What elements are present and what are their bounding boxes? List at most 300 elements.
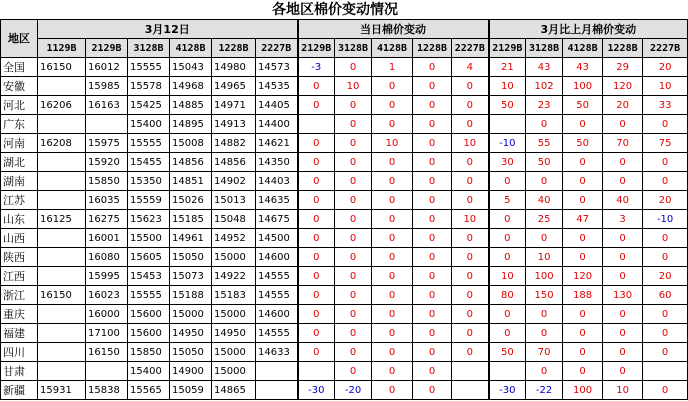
price-cell: 15185 [170, 210, 212, 229]
price-cell: 14633 [256, 343, 298, 362]
daily-change-cell: 0 [372, 191, 413, 210]
price-cell: 15453 [128, 267, 170, 286]
daily-change-cell: 0 [452, 267, 489, 286]
price-cell: 16080 [86, 248, 128, 267]
price-cell: 17100 [86, 324, 128, 343]
price-cell: 16275 [86, 210, 128, 229]
monthly-change-cell: 0 [526, 229, 563, 248]
price-cell: 14965 [212, 77, 256, 96]
daily-change-cell: 0 [413, 286, 452, 305]
monthly-change-cell: 0 [526, 362, 563, 381]
price-cell: 15183 [212, 286, 256, 305]
price-cell: 14405 [256, 96, 298, 115]
daily-change-cell: 0 [452, 229, 489, 248]
monthly-change-cell: 40 [526, 191, 563, 210]
price-cell: 15008 [170, 134, 212, 153]
monthly-change-cell: 50 [489, 343, 526, 362]
region-cell: 江西 [1, 267, 38, 286]
price-cell: 14971 [212, 96, 256, 115]
monthly-change-cell: 130 [603, 286, 643, 305]
table-row [1, 153, 688, 172]
table-row [1, 134, 688, 153]
daily-change-cell: 0 [335, 286, 372, 305]
region-cell: 河北 [1, 96, 38, 115]
price-cell: 14900 [170, 362, 212, 381]
daily-change-cell: 0 [298, 229, 335, 248]
price-cell: 14902 [212, 172, 256, 191]
price-cell: 16150 [86, 343, 128, 362]
monthly-change-cell: 30 [489, 153, 526, 172]
price-cell: 16012 [86, 58, 128, 77]
daily-change-cell: 0 [335, 172, 372, 191]
price-cell [38, 248, 86, 267]
price-col-header: 4128B [170, 39, 212, 58]
price-cell [256, 381, 298, 400]
group-daily-header: 当日棉价变动 [298, 20, 489, 39]
monthly-change-cell: 0 [563, 248, 603, 267]
price-cell: 15026 [170, 191, 212, 210]
price-cell: 14950 [212, 324, 256, 343]
monthly-change-cell: 100 [526, 267, 563, 286]
daily-change-cell: 0 [298, 286, 335, 305]
price-cell: 15425 [128, 96, 170, 115]
daily-change-cell: 0 [413, 96, 452, 115]
daily-change-cell: 0 [335, 362, 372, 381]
monthly-change-cell: 0 [603, 153, 643, 172]
monthly-change-cell: 0 [603, 172, 643, 191]
daily-change-cell: 0 [298, 210, 335, 229]
monthly-change-cell: 0 [603, 229, 643, 248]
daily-change-cell: 0 [298, 191, 335, 210]
daily-change-cell: 0 [335, 210, 372, 229]
price-cell: 14865 [212, 381, 256, 400]
monthly-change-cell: 70 [526, 343, 563, 362]
price-cell: 14555 [256, 286, 298, 305]
region-cell: 河南 [1, 134, 38, 153]
monthly-change-cell: 0 [563, 172, 603, 191]
daily-change-cell: 0 [335, 96, 372, 115]
monthly-change-cell: 20 [643, 191, 688, 210]
price-cell: 14555 [256, 267, 298, 286]
group-monthly-header: 3月比上月棉价变动 [489, 20, 688, 39]
price-cell: 15043 [170, 58, 212, 77]
region-cell: 全国 [1, 58, 38, 77]
daily-change-cell: 0 [452, 286, 489, 305]
daily-change-cell: 0 [298, 248, 335, 267]
monthly-change-cell: 120 [563, 267, 603, 286]
daily-change-cell [298, 362, 335, 381]
monthly-change-cell: 0 [563, 343, 603, 362]
daily-change-cell: 0 [298, 305, 335, 324]
monthly-change-cell: 0 [603, 324, 643, 343]
daily-change-cell: 0 [452, 77, 489, 96]
daily-change-cell: 0 [298, 77, 335, 96]
price-cell: 15559 [128, 191, 170, 210]
table-row [1, 343, 688, 362]
daily-change-cell: 0 [452, 248, 489, 267]
daily-change-cell: 0 [298, 324, 335, 343]
daily-change-cell: 0 [372, 172, 413, 191]
price-cell: 15400 [128, 362, 170, 381]
price-cell: 15600 [128, 305, 170, 324]
monthly-change-cell: 10 [489, 267, 526, 286]
price-cell: 15565 [128, 381, 170, 400]
price-cell: 15555 [128, 286, 170, 305]
price-cell [38, 153, 86, 172]
monthly-change-cell: 188 [563, 286, 603, 305]
daily-change-cell: 0 [413, 191, 452, 210]
monthly-change-cell: -10 [489, 134, 526, 153]
monthly-change-cell: 50 [563, 134, 603, 153]
monthly-change-cell: 0 [643, 305, 688, 324]
monthly-change-cell: 0 [643, 381, 688, 400]
table-row [1, 286, 688, 305]
price-cell: 14400 [256, 115, 298, 134]
monthly-change-cell: 120 [603, 77, 643, 96]
price-cell: 15555 [128, 58, 170, 77]
price-cell: 15013 [212, 191, 256, 210]
table-row [1, 77, 688, 96]
daily-change-cell: 0 [335, 153, 372, 172]
daily-change-cell: 0 [372, 77, 413, 96]
region-cell: 甘肃 [1, 362, 38, 381]
monthly-change-cell: 100 [563, 77, 603, 96]
daily-change-cell: 0 [413, 267, 452, 286]
monthly-change-cell: 0 [563, 115, 603, 134]
region-cell: 福建 [1, 324, 38, 343]
monthly-change-cell: 0 [643, 324, 688, 343]
price-cell: 14600 [256, 248, 298, 267]
daily-change-cell: 0 [413, 305, 452, 324]
price-cell [86, 362, 128, 381]
daily-change-cell: 0 [372, 153, 413, 172]
monthly-change-cell: 33 [643, 96, 688, 115]
price-cell: 15073 [170, 267, 212, 286]
price-cell: 14675 [256, 210, 298, 229]
price-cell [38, 191, 86, 210]
table-row [1, 58, 688, 77]
daily-change-cell: 0 [372, 362, 413, 381]
daily-change-cell: 10 [452, 210, 489, 229]
price-cell: 14950 [170, 324, 212, 343]
daily-change-cell: 0 [335, 267, 372, 286]
table-row [1, 191, 688, 210]
monthly-change-cell: 10 [526, 248, 563, 267]
monthly-change-cell: 20 [643, 267, 688, 286]
monthly-col-header: 1228B [603, 39, 643, 58]
price-cell: 14961 [170, 229, 212, 248]
price-cell [38, 267, 86, 286]
price-col-header: 2129B [86, 39, 128, 58]
price-cell: 16150 [38, 286, 86, 305]
monthly-change-cell: 29 [603, 58, 643, 77]
daily-change-cell: 0 [298, 267, 335, 286]
monthly-change-cell: 0 [489, 248, 526, 267]
price-col-header: 1129B [38, 39, 86, 58]
region-cell: 四川 [1, 343, 38, 362]
daily-change-cell: 0 [335, 115, 372, 134]
monthly-change-cell: 0 [603, 343, 643, 362]
price-cell: 14913 [212, 115, 256, 134]
daily-change-cell [452, 381, 489, 400]
daily-change-cell: 0 [413, 324, 452, 343]
area-header: 地区 [1, 20, 38, 58]
price-cell [38, 343, 86, 362]
table-row [1, 248, 688, 267]
monthly-change-cell: -10 [643, 210, 688, 229]
price-cell: 15000 [212, 248, 256, 267]
daily-change-cell: 0 [413, 115, 452, 134]
table-row [1, 229, 688, 248]
monthly-col-header: 3128B [526, 39, 563, 58]
price-cell [38, 172, 86, 191]
monthly-change-cell: 5 [489, 191, 526, 210]
monthly-change-cell: -30 [489, 381, 526, 400]
daily-change-cell: 0 [298, 172, 335, 191]
daily-change-cell: 0 [452, 153, 489, 172]
price-cell: 14500 [256, 229, 298, 248]
monthly-change-cell [489, 362, 526, 381]
daily-change-cell: 10 [452, 134, 489, 153]
monthly-change-cell: 0 [563, 324, 603, 343]
price-cell: 14968 [170, 77, 212, 96]
region-cell: 湖北 [1, 153, 38, 172]
price-cell: 15059 [170, 381, 212, 400]
monthly-change-cell: 0 [526, 172, 563, 191]
page-title: 各地区棉价变动情况 [272, 2, 398, 18]
daily-change-cell: 0 [372, 267, 413, 286]
price-cell: 14635 [256, 191, 298, 210]
monthly-change-cell: 80 [489, 286, 526, 305]
price-cell: 14350 [256, 153, 298, 172]
table-row [1, 267, 688, 286]
price-cell: 15400 [128, 115, 170, 134]
daily-change-cell: 0 [452, 324, 489, 343]
daily-col-header: 1228B [413, 39, 452, 58]
monthly-change-cell: 10 [603, 381, 643, 400]
daily-change-cell: 0 [452, 96, 489, 115]
daily-change-cell: 0 [372, 96, 413, 115]
daily-change-cell: 0 [372, 229, 413, 248]
monthly-change-cell: 50 [563, 96, 603, 115]
price-cell: 14922 [212, 267, 256, 286]
monthly-change-cell: 0 [489, 210, 526, 229]
price-cell: 15600 [128, 324, 170, 343]
region-cell: 重庆 [1, 305, 38, 324]
price-cell: 16023 [86, 286, 128, 305]
daily-change-cell: 0 [335, 229, 372, 248]
price-table [0, 19, 688, 400]
table-row [1, 381, 688, 400]
daily-change-cell: 0 [413, 248, 452, 267]
monthly-change-cell: 102 [526, 77, 563, 96]
monthly-change-cell [643, 362, 688, 381]
monthly-change-cell: 100 [563, 381, 603, 400]
monthly-change-cell: 3 [603, 210, 643, 229]
daily-change-cell: 0 [372, 115, 413, 134]
region-cell: 浙江 [1, 286, 38, 305]
daily-change-cell: 0 [372, 210, 413, 229]
price-col-header: 3128B [128, 39, 170, 58]
monthly-change-cell: 0 [563, 305, 603, 324]
daily-col-header: 3128B [335, 39, 372, 58]
monthly-change-cell: 150 [526, 286, 563, 305]
monthly-change-cell: 0 [643, 248, 688, 267]
price-cell: 16125 [38, 210, 86, 229]
price-cell: 16163 [86, 96, 128, 115]
table-body [1, 58, 688, 400]
monthly-col-header: 4128B [563, 39, 603, 58]
table-header [1, 20, 688, 58]
daily-change-cell: 0 [413, 172, 452, 191]
monthly-change-cell: -22 [526, 381, 563, 400]
price-cell [38, 115, 86, 134]
daily-change-cell: 10 [335, 77, 372, 96]
monthly-change-cell: 0 [643, 343, 688, 362]
daily-change-cell: 0 [372, 248, 413, 267]
price-cell [256, 362, 298, 381]
price-col-header: 2227B [256, 39, 298, 58]
price-cell: 15000 [212, 362, 256, 381]
daily-change-cell: 0 [413, 77, 452, 96]
price-cell: 15000 [212, 305, 256, 324]
daily-change-cell: 0 [372, 324, 413, 343]
monthly-change-cell: 0 [603, 362, 643, 381]
price-cell [38, 324, 86, 343]
daily-change-cell: 0 [413, 210, 452, 229]
monthly-change-cell: 0 [563, 229, 603, 248]
table-row [1, 115, 688, 134]
daily-change-cell: 0 [413, 362, 452, 381]
price-cell: 15578 [128, 77, 170, 96]
price-cell [38, 229, 86, 248]
daily-change-cell: 0 [413, 381, 452, 400]
price-cell: 16150 [38, 58, 86, 77]
price-cell: 15920 [86, 153, 128, 172]
daily-change-cell: 0 [335, 248, 372, 267]
monthly-change-cell: 0 [489, 324, 526, 343]
price-cell: 15931 [38, 381, 86, 400]
price-cell: 14856 [170, 153, 212, 172]
daily-change-cell: 0 [452, 172, 489, 191]
price-cell [38, 305, 86, 324]
monthly-change-cell: 43 [563, 58, 603, 77]
daily-col-header: 4128B [372, 39, 413, 58]
price-cell: 16206 [38, 96, 86, 115]
monthly-change-cell: 40 [603, 191, 643, 210]
daily-change-cell: -3 [298, 58, 335, 77]
table-row [1, 172, 688, 191]
price-cell: 15838 [86, 381, 128, 400]
monthly-change-cell: 0 [489, 229, 526, 248]
price-cell: 15350 [128, 172, 170, 191]
daily-change-cell: 0 [335, 58, 372, 77]
daily-change-cell: 0 [372, 343, 413, 362]
daily-change-cell: -20 [335, 381, 372, 400]
monthly-change-cell [489, 115, 526, 134]
monthly-change-cell: 55 [526, 134, 563, 153]
region-cell: 江苏 [1, 191, 38, 210]
price-cell: 15000 [212, 343, 256, 362]
price-cell: 14980 [212, 58, 256, 77]
monthly-change-cell: 25 [526, 210, 563, 229]
price-cell: 15555 [128, 134, 170, 153]
daily-change-cell: 0 [413, 343, 452, 362]
monthly-change-cell: 0 [526, 324, 563, 343]
price-cell: 14555 [256, 324, 298, 343]
price-cell: 14895 [170, 115, 212, 134]
daily-change-cell: 0 [298, 153, 335, 172]
monthly-change-cell: 75 [643, 134, 688, 153]
daily-change-cell: 0 [452, 115, 489, 134]
region-cell: 陕西 [1, 248, 38, 267]
daily-change-cell: 0 [335, 324, 372, 343]
daily-change-cell: 0 [413, 229, 452, 248]
price-cell: 15455 [128, 153, 170, 172]
price-cell: 14403 [256, 172, 298, 191]
daily-change-cell: 0 [335, 134, 372, 153]
price-cell: 14621 [256, 134, 298, 153]
table-row [1, 324, 688, 343]
price-cell [38, 362, 86, 381]
daily-change-cell: 0 [413, 134, 452, 153]
price-cell: 14885 [170, 96, 212, 115]
price-cell: 15048 [212, 210, 256, 229]
daily-change-cell: 10 [372, 134, 413, 153]
monthly-col-header: 2227B [643, 39, 688, 58]
price-cell: 16000 [86, 305, 128, 324]
monthly-change-cell: 0 [563, 362, 603, 381]
monthly-change-cell: 0 [643, 115, 688, 134]
price-col-header: 1228B [212, 39, 256, 58]
table-row [1, 210, 688, 229]
price-cell: 15975 [86, 134, 128, 153]
monthly-change-cell: 0 [603, 115, 643, 134]
monthly-change-cell: 0 [603, 267, 643, 286]
price-cell: 16035 [86, 191, 128, 210]
price-cell: 15850 [128, 343, 170, 362]
monthly-change-cell: 23 [526, 96, 563, 115]
table-row [1, 96, 688, 115]
region-cell: 山西 [1, 229, 38, 248]
monthly-change-cell: 0 [603, 248, 643, 267]
daily-change-cell: 4 [452, 58, 489, 77]
price-cell: 14535 [256, 77, 298, 96]
daily-change-cell: 0 [335, 305, 372, 324]
daily-change-cell: 0 [452, 191, 489, 210]
price-cell: 14600 [256, 305, 298, 324]
monthly-change-cell: 0 [563, 153, 603, 172]
monthly-change-cell: 0 [643, 153, 688, 172]
daily-change-cell: 0 [372, 305, 413, 324]
monthly-change-cell: 47 [563, 210, 603, 229]
monthly-change-cell: 20 [603, 96, 643, 115]
price-cell: 15000 [170, 305, 212, 324]
daily-change-cell [298, 115, 335, 134]
monthly-col-header: 2129B [489, 39, 526, 58]
monthly-change-cell: 0 [526, 115, 563, 134]
daily-change-cell: 0 [298, 134, 335, 153]
table-row [1, 305, 688, 324]
daily-change-cell: 0 [372, 286, 413, 305]
group-price-header: 3月12日 [38, 20, 298, 39]
sub-header-row [1, 39, 688, 58]
daily-col-header: 2129B [298, 39, 335, 58]
daily-change-cell: 0 [335, 191, 372, 210]
price-cell: 15500 [128, 229, 170, 248]
monthly-change-cell: 0 [563, 191, 603, 210]
price-cell: 14882 [212, 134, 256, 153]
